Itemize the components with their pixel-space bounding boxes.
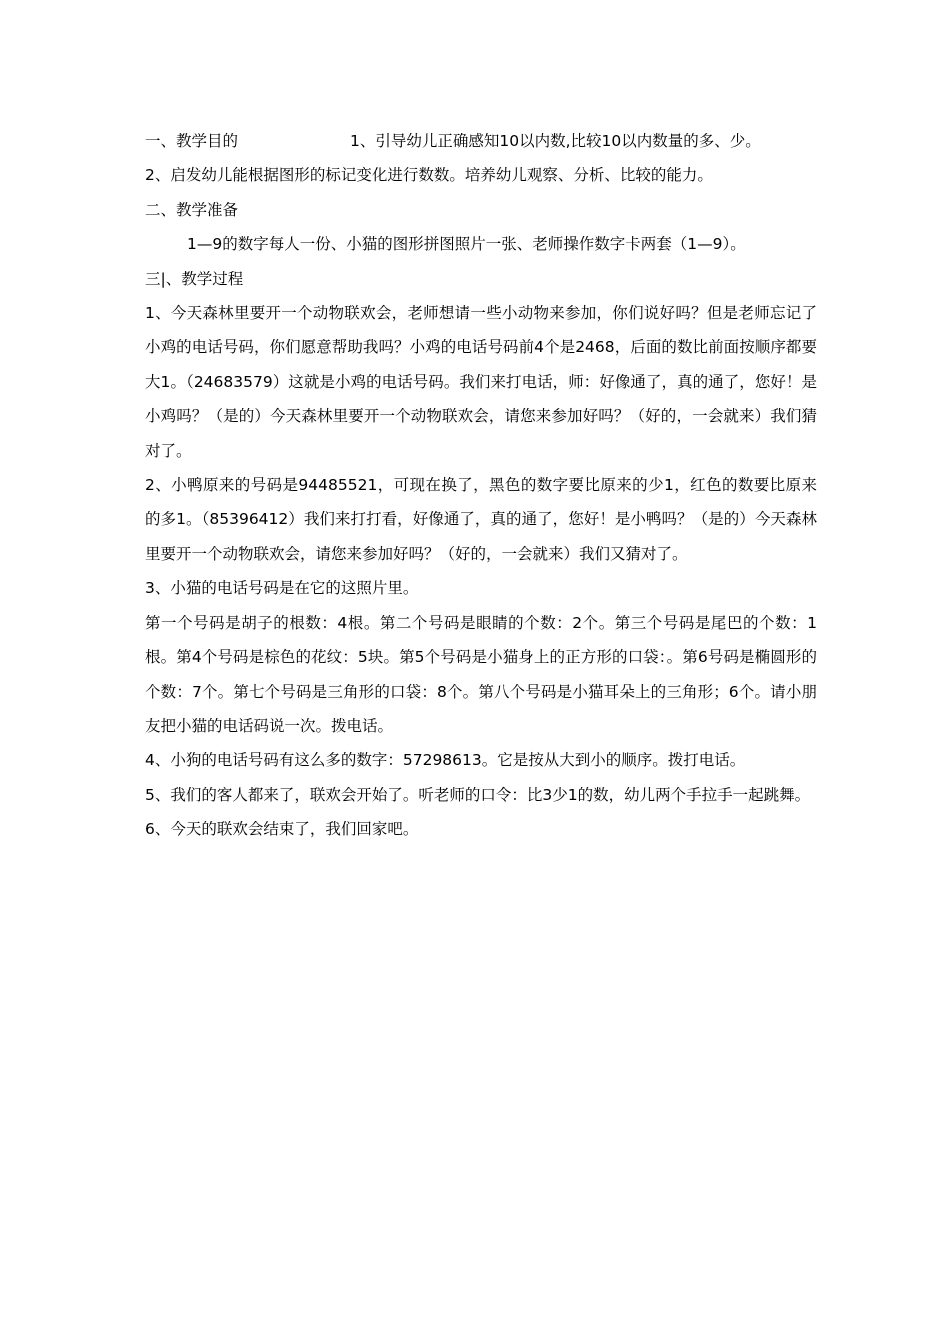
process-step-2: 2、小鸭原来的号码是94485521，可现在换了，黑色的数字要比原来的少1，红色的数要比原来的多1。（85396412）我们来打打看，好像通了，真的通了，您好！是小鸭吗？（是的）今天森林里要开一个动物联欢会，请您来参加好吗？（好的，一会就来）我们又猜对了。 [145, 476, 817, 563]
section-2-heading: 二、教学准备 [145, 200, 239, 219]
process-step-5: 5、我们的客人都来了，联欢会开始了。听老师的口令：比3少1的数，幼儿两个手拉手一起跳舞。 [145, 785, 811, 804]
preparation-text: 1—9的数字每人一份、小猫的图形拼图照片一张、老师操作数字卡两套（1—9）。 [187, 235, 746, 254]
process-step-3-detail: 第一个号码是胡子的根数：4根。第二个号码是眼睛的个数：2个。第三个号码是尾巴的个数：1根。第4个号码是棕色的花纹：5块。第5个号码是小猫身上的正方形的口袋：。第6号码是椭圆形的个数：7个。第七个号码是三角形的口袋：8个。第八个号码是小猫耳朵上的三角形；6个。请小朋友把小猫的电话码说一次。拨电话。 [145, 613, 817, 735]
process-step-3: 3、小猫的电话号码是在它的这照片里。 [145, 579, 419, 598]
process-step-1: 1、今天森林里要开一个动物联欢会，老师想请一些小动物来参加，你们说好吗？但是老师忘记了小鸡的电话号码，你们愿意帮助我吗？小鸡的电话号码前4个是2468，后面的数比前面按顺序都要大1。（24683579）这就是小鸡的电话号码。我们来打电话，师：好像通了，真的通了，您好！是小鸡吗？（是的）今天森林里要开一个动物联欢会，请您来参加好吗？（好的，一会就来）我们猜对了。 [145, 304, 817, 460]
process-step-4: 4、小狗的电话号码有这么多的数字：57298613。它是按从大到小的顺序。拨打电话。 [145, 751, 746, 770]
document-body [145, 124, 817, 847]
section-1-line [145, 124, 817, 158]
teaching-goal-1: 1、引导幼儿正确感知10以内数,比较10以内数量的多、少。 [350, 132, 761, 150]
section-1-heading: 一、教学目的 [145, 132, 239, 150]
process-step-6: 6、今天的联欢会结束了，我们回家吧。 [145, 820, 419, 839]
teaching-goal-2: 2、启发幼儿能根据图形的标记变化进行数数。培养幼儿观察、分析、比较的能力。 [145, 166, 713, 185]
section-3-heading: 三|、教学过程 [145, 269, 244, 288]
